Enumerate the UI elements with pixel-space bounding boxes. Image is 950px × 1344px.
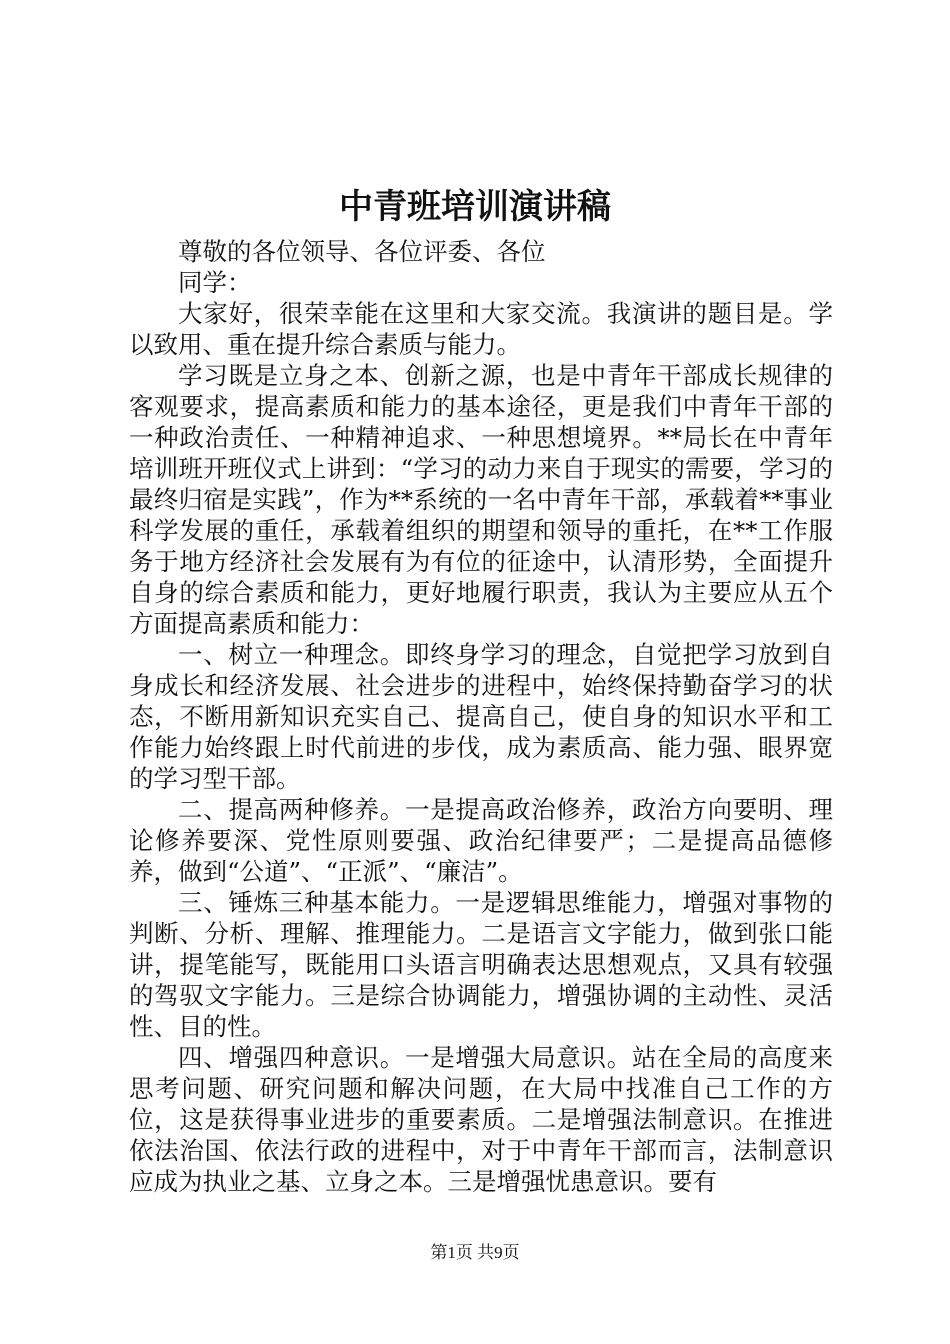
paragraph-point-1: 一、树立一种理念。即终身学习的理念，自觉把学习放到自身成长和经济发展、社会进步的进程中，始终保持勤奋学习的状态，不断用新知识充实自己、提高自己，使自身的知识水平和工作能力始终跟上时代前进的步伐，成为素质高、能力强、眼界宽的学习型干部。	[129, 640, 833, 793]
page-footer: 第1页 共9页	[430, 1243, 520, 1262]
paragraph-intro: 学习既是立身之本、创新之源，也是中青年干部成长规律的客观要求，提高素质和能力的基本途径，更是我们中青年干部的一种政治责任、一种精神追求、一种思想境界。**局长在中青年培训班开班仪式上讲到：“学习的动力来自于现实的需要，学习的最终归宿是实践”，作为**系统的一名中青年干部，承载着**事业科学发展的重任，承载着组织的期望和领导的重托，在**工作服务于地方经济社会发展有为有位的征途中，认清形势，全面提升自身的综合素质和能力，更好地履行职责，我认为主要应从五个方面提高素质和能力：	[129, 361, 833, 638]
paragraph-salutation: 尊敬的各位领导、各位评委、各位	[178, 237, 546, 266]
paragraph-point-2: 二、提高两种修养。一是提高政治修养，政治方向要明、理论修养要深、党性原则要强、政治纪律要严；二是提高品德修养，做到“公道”、“正派”、“廉洁”。	[129, 795, 833, 886]
paragraph-point-3: 三、锤炼三种基本能力。一是逻辑思维能力，增强对事物的判断、分析、理解、推理能力。二是语言文字能力，做到张口能讲，提笔能写，既能用口头语言明确表达思想观点，又具有较强的驾驭文字能力。三是综合协调能力，增强协调的主动性、灵活性、目的性。	[129, 888, 833, 1041]
document-title: 中青班培训演讲稿	[339, 187, 611, 227]
paragraph-salutation-cont: 同学：	[178, 268, 252, 297]
document-body	[129, 236, 833, 1197]
paragraph-point-4: 四、增强四种意识。一是增强大局意识。站在全局的高度来思考问题、研究问题和解决问题，在大局中找准自己工作的方位，这是获得事业进步的重要素质。二是增强法制意识。在推进依法治国、依法行政的进程中，对于中青年干部而言，法制意识应成为执业之基、立身之本。三是增强忧患意识。要有	[129, 1043, 833, 1196]
paragraph-greeting: 大家好，很荣幸能在这里和大家交流。我演讲的题目是。学以致用、重在提升综合素质与能力。	[129, 299, 833, 359]
